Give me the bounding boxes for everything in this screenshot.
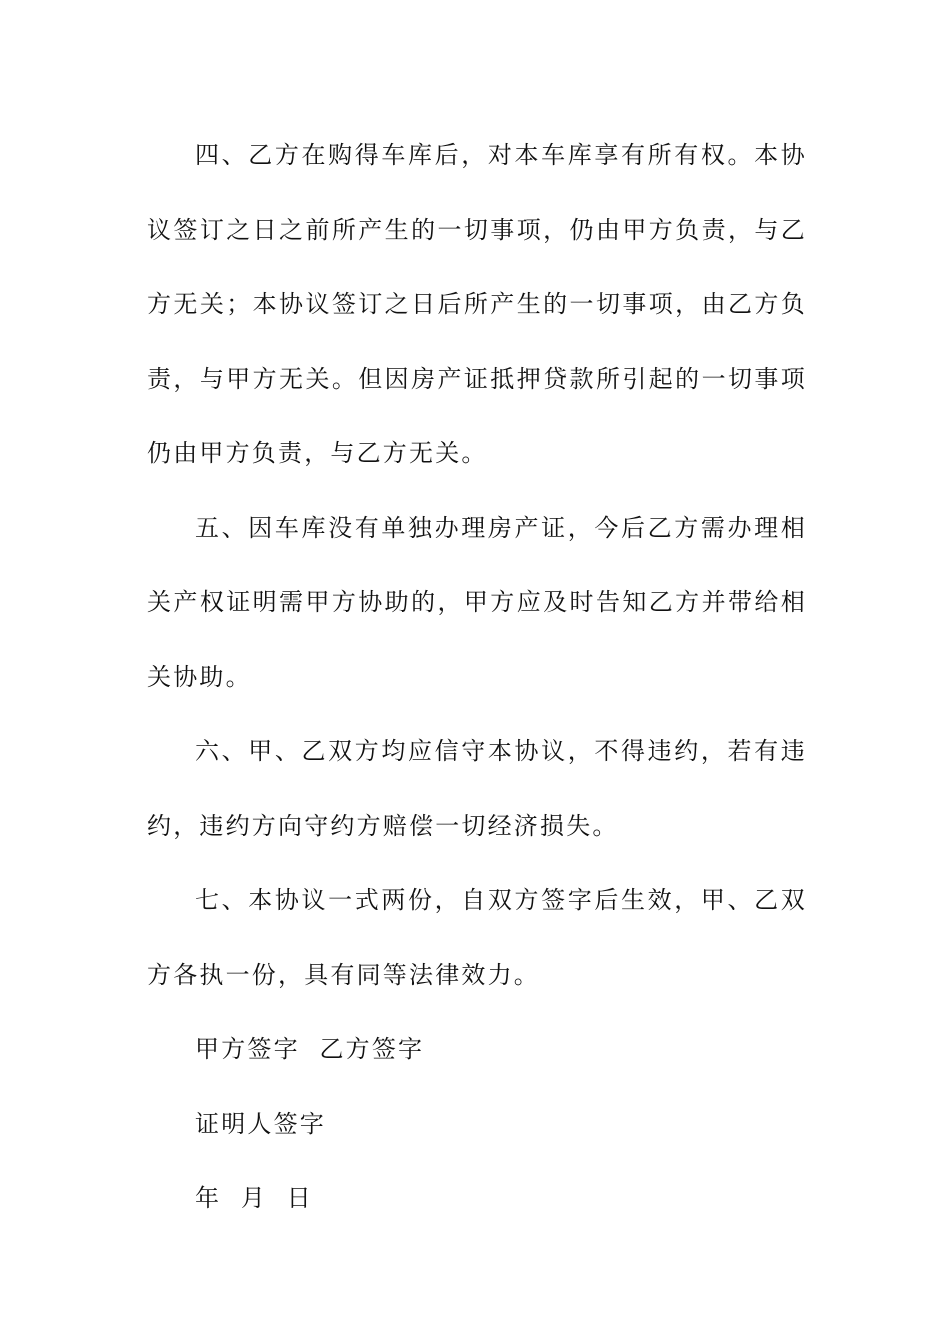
clause-five: 五、因车库没有单独办理房产证，今后乙方需办理相关产权证明需甲方协助的，甲方应及时告知乙方并带给相关协助。	[147, 513, 807, 691]
document-body	[147, 118, 807, 1236]
clause-four: 四、乙方在购得车库后，对本车库享有所有权。本协议签订之日之前所产生的一切事项，仍由甲方负责，与乙方无关；本协议签订之日后所产生的一切事项，由乙方负责，与甲方无关。但因房产证抵押贷款所引起的一切事项仍由甲方负责，与乙方无关。	[147, 141, 807, 467]
party-signature-line: 甲方签字 乙方签字	[195, 1035, 425, 1063]
witness-signature-line: 证明人签字	[195, 1109, 326, 1138]
date-line: 年 月 日	[195, 1184, 313, 1212]
clause-seven: 七、本协议一式两份，自双方签字后生效，甲、乙双方各执一份，具有同等法律效力。	[147, 886, 807, 989]
clause-six: 六、甲、乙双方均应信守本协议，不得违约，若有违约，违约方向守约方赔偿一切经济损失。	[147, 737, 807, 840]
